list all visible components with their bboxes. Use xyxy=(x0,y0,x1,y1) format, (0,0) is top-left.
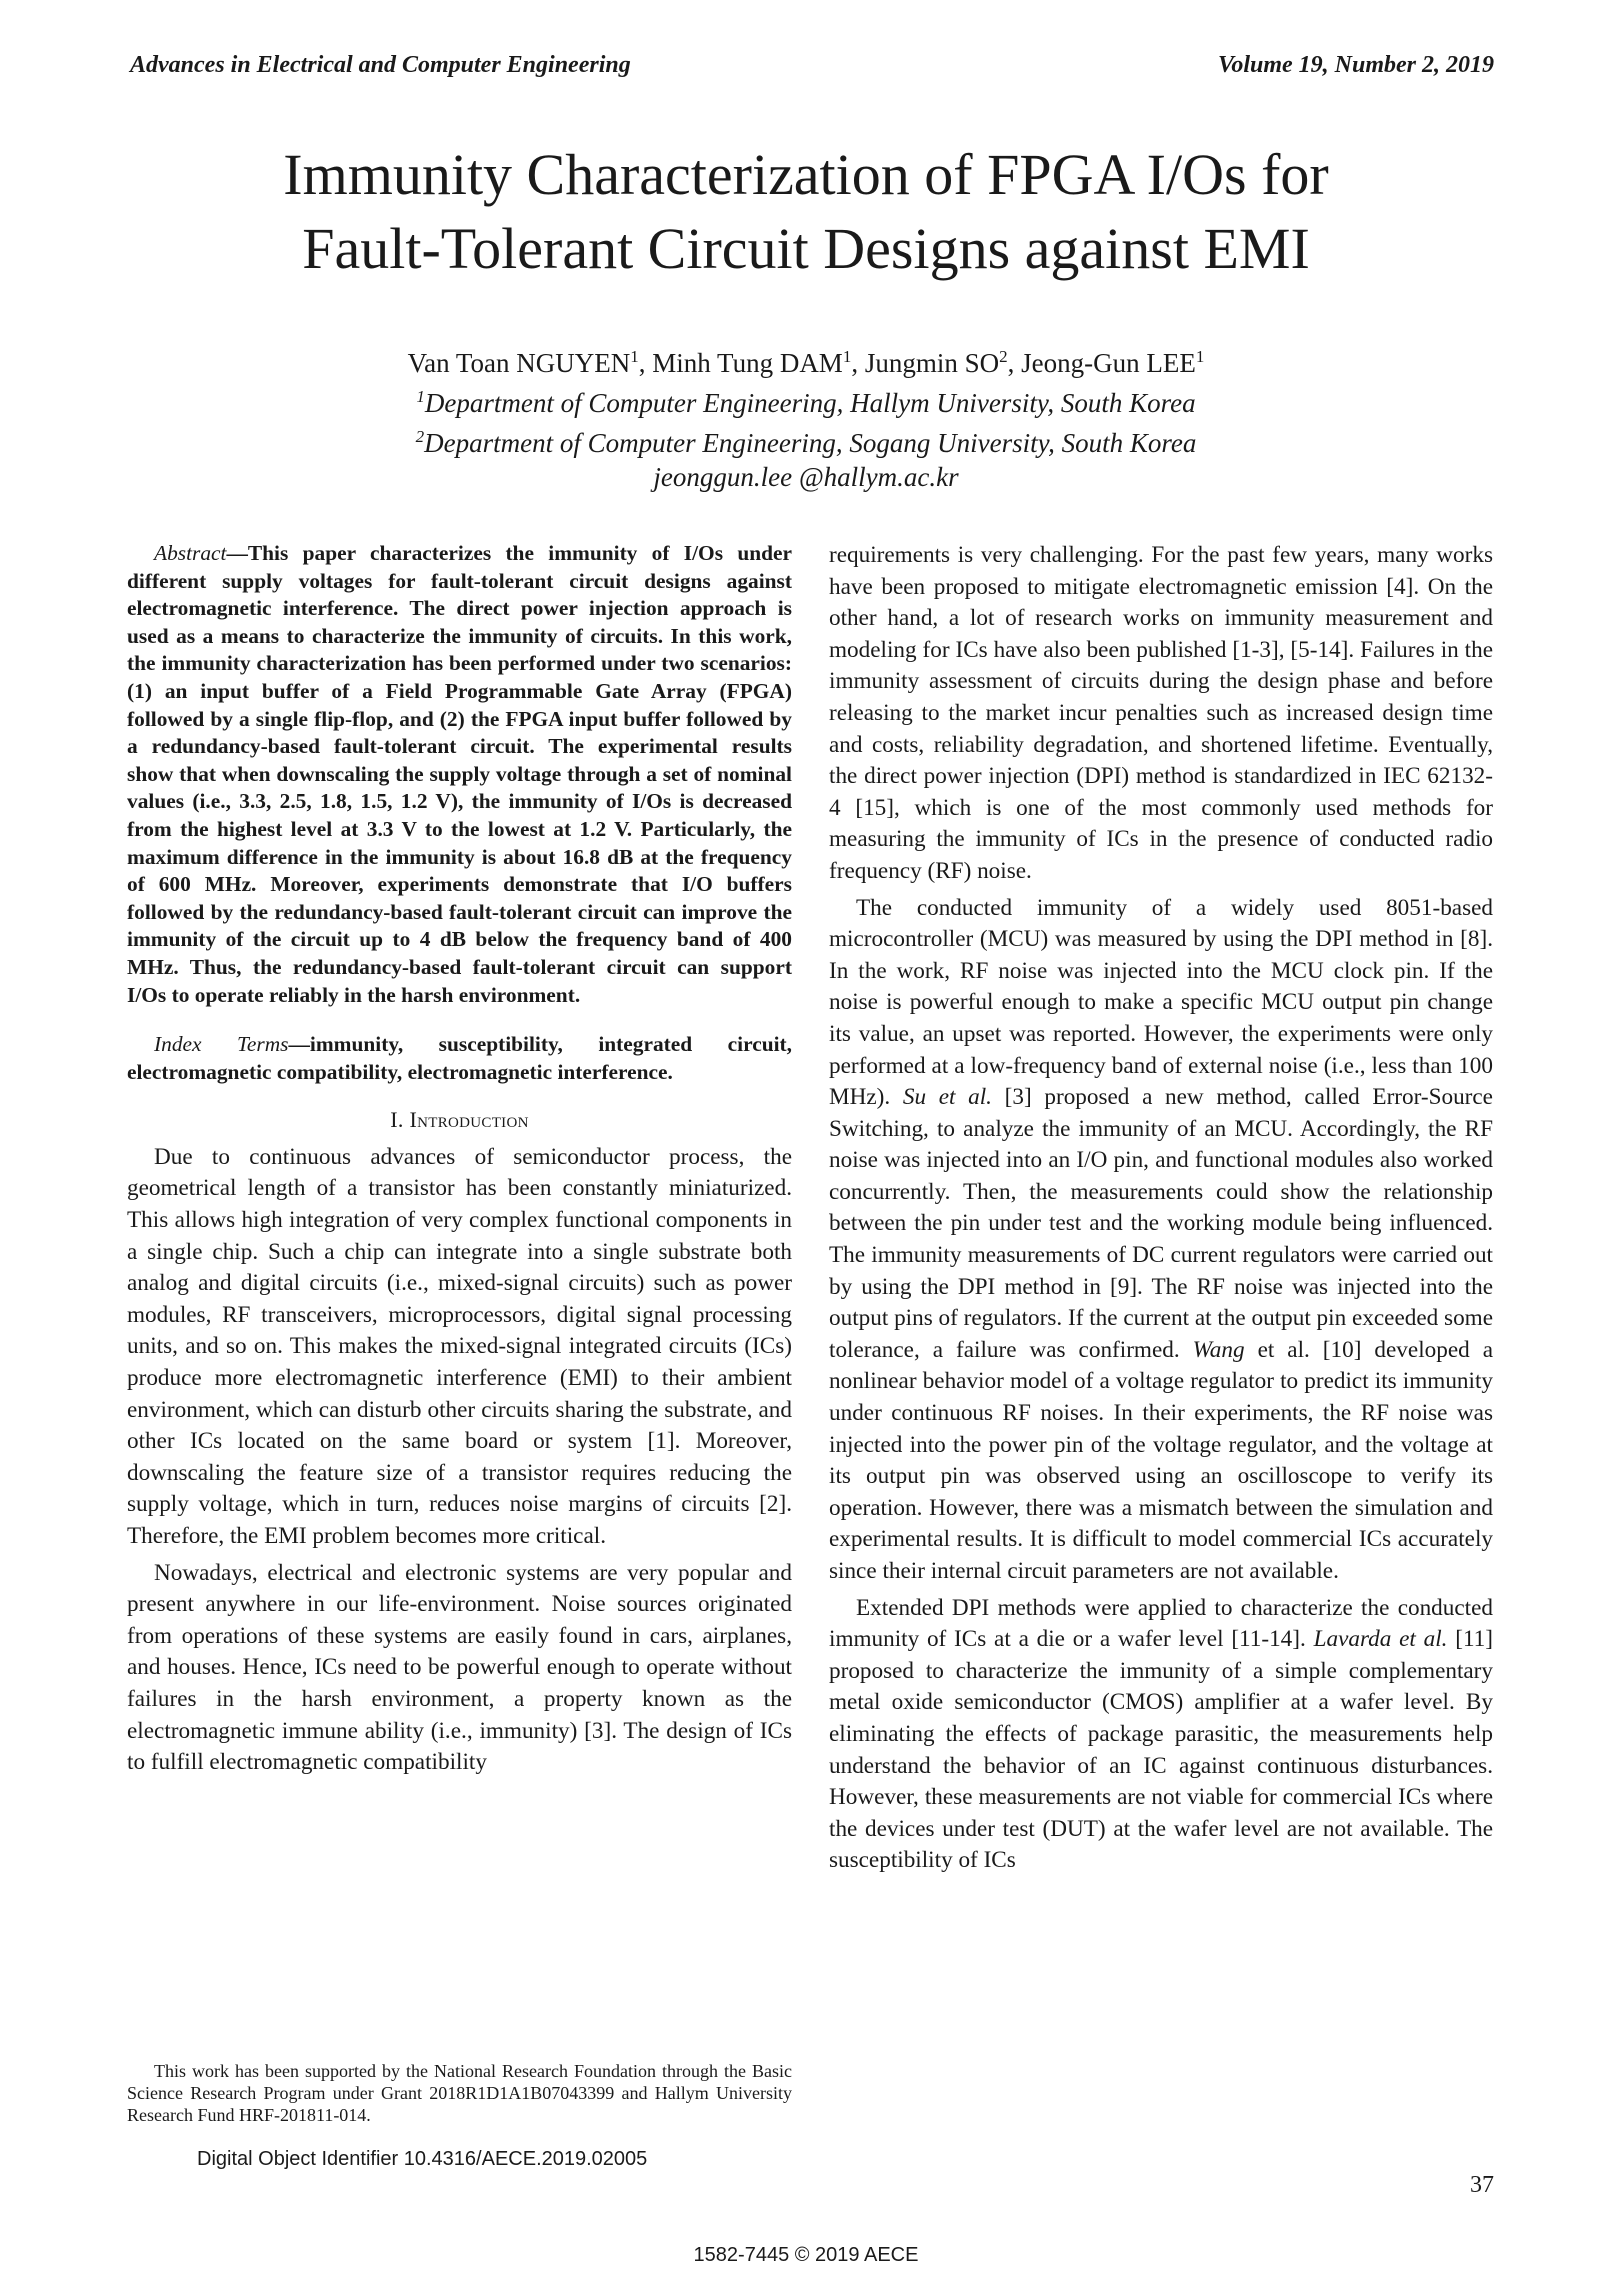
abstract xyxy=(127,540,792,1009)
journal-name: Advances in Electrical and Computer Engineering xyxy=(130,52,631,78)
index-terms-text: —immunity, susceptibility, integrated circuit, electromagnetic compatibility, electromagnetic interference. xyxy=(127,1032,792,1084)
title-line-1: Immunity Characterization of FPGA I/Os for xyxy=(283,142,1329,207)
paragraph: requirements is very challenging. For the past few years, many works have been proposed to mitigate electromagnetic emission [4]. On the other hand, a lot of research works on immunity measurement and modeling for ICs have also been published [1-3], [5-14]. Failures in the immunity assessment of circuits during the design phase and before releasing to the market incur penalties such as increased design time and costs, reliability degradation, and shortened lifetime. Eventually, the direct power injection (DPI) method is standardized in IEC 62132-4 [15], which is one of the most commonly used methods for measuring the immunity of ICs in the presence of conducted radio frequency (RF) noise. xyxy=(829,542,1493,884)
author-name: , Jungmin SO xyxy=(851,348,1000,378)
footnote-text: This work has been supported by the National Research Foundation through the Basic Science Research Program under Grant 2018R1D1A1B07043399 and Hallym University Research Fund HRF-201811-014. xyxy=(127,2061,792,2125)
author-name: Van Toan NGUYEN xyxy=(407,348,631,378)
affiliation-text: Department of Computer Engineering, Sogang University, South Korea xyxy=(424,428,1197,458)
paper-title xyxy=(120,138,1492,286)
index-terms-label: Index Terms xyxy=(154,1032,289,1057)
running-header xyxy=(130,52,1494,88)
funding-footnote xyxy=(127,2060,792,2126)
abstract-text: —This paper characterizes the immunity of I/Os under different supply voltages for fault-tolerant circuit designs against electromagnetic interference. The direct power injection approach is used as a means to characterize the immunity of circuits. In this work, the immunity characterization has been performed under two scenarios: (1) an input buffer of a Field Programmable Gate Array (FPGA) followed by a single flip-flop, and (2) the FPGA input buffer followed by a redundancy-based fault-tolerant circuit. The experimental results show that when downscaling the supply voltage through a set of nominal values (i.e., 3.3, 2.5, 1.8, 1.5, 1.2 V), the immunity of I/Os is decreased from the highest level at 3.3 V to the lowest at 1.2 V. Particularly, the maximum difference in the immunity is about 16.8 dB at the frequency of 600 MHz. Moreover, experiments demonstrate that I/O buffers followed by the redundancy-based fault-tolerant circuit can improve the immunity of the circuit up to 4 dB below the frequency band of 400 MHz. Thus, the redundancy-based fault-tolerant circuit can support I/Os to operate reliably in the harsh environment. xyxy=(127,541,792,1007)
author-list xyxy=(120,340,1492,380)
section-heading-introduction xyxy=(127,1104,792,1136)
paragraph: Nowadays, electrical and electronic systems are very popular and present anywhere in our life-environment. Noise sources originated from operations of these systems are easily found in cars, airplanes, and houses. Hence, ICs need to be powerful enough to operate without failures in the harsh environment, a property known as the electromagnetic immune ability (i.e., immunity) [3]. The design of ICs to fulfill electromagnetic compatibility xyxy=(127,1559,792,1776)
cited-author: Su et al. xyxy=(902,1084,992,1111)
affiliation-marker: 1 xyxy=(1195,347,1205,366)
abstract-label: Abstract xyxy=(154,541,227,565)
author-email: jeonggun.lee @hallym.ac.kr xyxy=(653,462,959,492)
paragraph-text: [3] proposed a new method, called Error-Source Switching, to analyze the immunity of an MCU. Accordingly, the RF noise was injected into an I/O pin, and functional modules also worked concurrently. Then, the measurements could show the relationship between the pin under test and the working module being influenced. The immunity measurements of DC current regulators were carried out by using the DPI method in [9]. The RF noise was injected into the output pins of regulators. If the current at the output pin exceeded some tolerance, a failure was confirmed. xyxy=(829,1084,1493,1363)
author-block xyxy=(120,340,1492,494)
left-column xyxy=(127,540,792,1779)
paragraph-text: The conducted immunity of a widely used 8051-based microcontroller (MCU) was measured by using the DPI method in [8]. In the work, RF noise was injected into the MCU clock pin. If the noise is powerful enough to make a specific MCU output pin change its value, an upset was reported. However, the experiments were only performed at a low-frequency band of external noise (i.e., less than 100 MHz). xyxy=(829,894,1493,1111)
affiliation-marker: 2 xyxy=(999,347,1008,366)
section-title: Introduction xyxy=(409,1107,529,1133)
index-terms xyxy=(127,1031,792,1086)
paragraph-text: [11] proposed to characterize the immunity of a simple complementary metal oxide semiconductor (CMOS) amplifier at a wafer level. By eliminating the effects of package parasitic, the measurements help understand the behavior of an IC against continuous disturbances. However, these measurements are not viable for commercial ICs where the devices under test (DUT) at the wafer level are not available. The susceptibility of ICs xyxy=(829,1626,1493,1874)
paragraph xyxy=(829,893,1493,1588)
affiliation-2 xyxy=(120,420,1492,460)
doi-line: Digital Object Identifier 10.4316/AECE.2019.02005 xyxy=(197,2148,648,2170)
volume-info: Volume 19, Number 2, 2019 xyxy=(1217,52,1494,78)
paragraph-text: et al. [10] developed a nonlinear behavior model of a voltage regulator to predict its immunity under continuous RF noises. In their experiments, the RF noise was injected into the power pin of the voltage regulator, and the voltage at its output pin was observed using an oscilloscope to verify its operation. However, there was a mismatch between the simulation and experimental results. It is difficult to model commercial ICs accurately since their internal circuit parameters are not available. xyxy=(829,1336,1493,1584)
author-name: , Minh Tung DAM xyxy=(638,348,843,378)
issn-line: 1582-7445 © 2019 AECE xyxy=(693,2244,919,2266)
cited-author: Lavarda et al. xyxy=(1313,1626,1448,1653)
paragraph-text: Extended DPI methods were applied to characterize the conducted immunity of ICs at a die or a wafer level [11-14]. xyxy=(829,1594,1493,1653)
page-number: 37 xyxy=(1470,2172,1494,2198)
cited-author: Wang xyxy=(1192,1336,1245,1363)
introduction-body xyxy=(127,1142,792,1779)
affiliation-marker: 1 xyxy=(842,347,852,366)
section-number: I. xyxy=(390,1107,410,1133)
affiliation-marker: 2 xyxy=(415,427,425,446)
affiliation-marker: 1 xyxy=(416,387,425,406)
right-column xyxy=(829,540,1493,1877)
affiliation-1 xyxy=(120,380,1492,420)
paragraph: Due to continuous advances of semiconductor process, the geometrical length of a transistor has been constantly miniaturized. This allows high integration of very complex functional components in a single chip. Such a chip can integrate into a single substrate both analog and digital circuits (i.e., mixed-signal circuits) such as power modules, RF transceivers, microprocessors, digital signal processing units, and so on. This makes the mixed-signal integrated circuits (ICs) produce more electromagnetic interference (EMI) to their ambient environment, which can disturb other circuits sharing the substrate, and other ICs located on the same board or system [1]. Moreover, downscaling the feature size of a transistor requires reducing the supply voltage, which in turn, reduces noise margins of circuits [2]. Therefore, the EMI problem becomes more critical. xyxy=(127,1143,792,1549)
affiliation-marker: 1 xyxy=(630,347,639,366)
author-name: , Jeong-Gun LEE xyxy=(1007,348,1196,378)
affiliation-text: Department of Computer Engineering, Hallym University, South Korea xyxy=(424,388,1196,418)
paragraph xyxy=(829,1593,1493,1877)
title-line-2: Fault-Tolerant Circuit Designs against EMI xyxy=(302,216,1310,281)
